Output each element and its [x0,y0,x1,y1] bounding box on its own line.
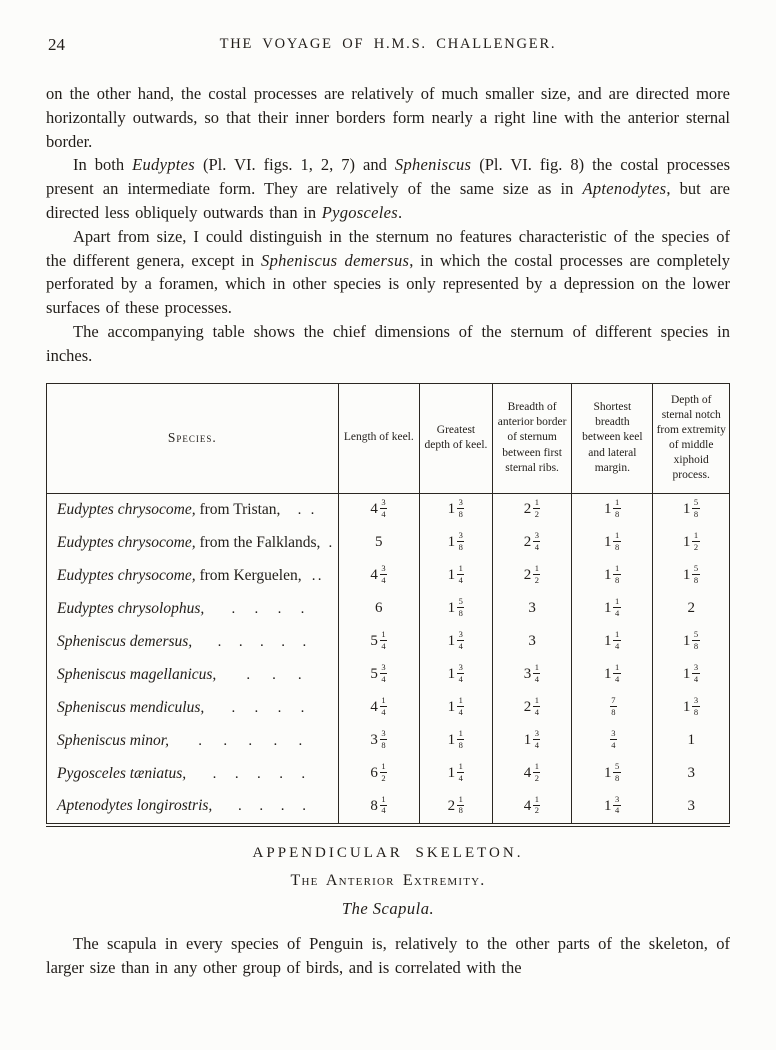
fraction: $\frac{3}{8}$ [381,728,386,750]
value-cell: 1 $\frac{3}{4}$ [493,724,572,757]
species-name: Pygosceles tæniatus, [57,764,187,782]
value-cell: 3 $\frac{3}{8}$ [338,724,419,757]
species-name: Spheniscus mendiculus, [57,698,205,716]
species-cell [47,724,339,757]
value-cell: 1 $\frac{1}{4}$ [419,559,492,592]
table-row [47,625,730,658]
fraction: $\frac{1}{4}$ [614,629,620,651]
fraction: $\frac{5}{8}$ [614,761,620,783]
fraction: $\frac{3}{4}$ [381,497,386,519]
value-cell: 5 $\frac{1}{4}$ [338,625,419,658]
fraction: $\frac{1}{4}$ [458,695,463,717]
value-cell: 1 $\frac{3}{8}$ [653,691,730,724]
species-name: Spheniscus demersus, [57,632,193,650]
fraction: $\frac{3}{4}$ [381,662,386,684]
text-run: on the other hand, the costal processes are relatively of much smaller size, and are directed more horizontally outwards, so that their inner borders form nearly a right line with the anterior sternal border. [46,84,730,151]
species-cell [47,691,339,724]
value-cell: 1 $\frac{3}{4}$ [653,658,730,691]
fraction: $\frac{1}{8}$ [614,530,620,552]
fraction: $\frac{3}{4}$ [614,793,620,816]
text-run: (Pl. VI. fig. 8) the costal processes present an intermediate form. They are relatively of the same size as in [46,155,730,199]
value-cell: 1 $\frac{3}{8}$ [419,493,492,526]
species-cell [47,790,339,823]
fraction: $\frac{1}{4}$ [458,761,463,783]
fraction: $\frac{3}{4}$ [611,728,616,750]
species-cell [47,493,339,526]
value-cell: 3 [653,790,730,823]
species-locality: from Tristan, [195,500,281,518]
species-name-italic: Eudyptes [132,155,195,175]
fraction: $\frac{3}{4}$ [534,728,539,750]
fraction: $\frac{1}{4}$ [614,662,620,684]
fraction: $\frac{3}{4}$ [534,530,539,552]
table-row [47,724,730,757]
text-run: The accompanying table shows the chief dimensions of the sternum of different species in inches. [46,321,730,365]
value-cell: 1 $\frac{3}{4}$ [419,625,492,658]
fraction: $\frac{3}{4}$ [458,629,463,651]
dot-leader: . . . . [231,600,305,617]
value-cell: 3 [653,757,730,790]
dot-leader: . . . . [231,699,305,716]
fraction: $\frac{1}{4}$ [381,695,386,717]
value-cell: 2 [653,592,730,625]
value-cell: 3 $\frac{1}{4}$ [493,658,572,691]
dot-leader: . . [311,567,322,584]
value-cell: 1 $\frac{5}{8}$ [653,559,730,592]
paragraph [46,225,730,320]
value-cell: 6 [338,592,419,625]
value-cell: 4 $\frac{1}{4}$ [338,691,419,724]
value-cell: 1 $\frac{1}{8}$ [572,526,653,559]
dot-leader: . . . . . [212,765,306,782]
running-title: THE VOYAGE OF H.M.S. CHALLENGER. [219,36,557,52]
table-header-row [47,383,730,493]
text-run: The scapula in every species of Penguin is, relatively to the other parts of the skeleton, of larger size than in any other group of birds, and is correlated with the [46,934,730,977]
species-cell [47,625,339,658]
fraction: $\frac{1}{8}$ [614,497,620,519]
value-cell: 4 $\frac{3}{4}$ [338,493,419,526]
species-name: Aptenodytes longirostris, [57,797,213,815]
value-cell: 2 $\frac{1}{4}$ [493,691,572,724]
species-name-italic: Spheniscus demersus [261,250,410,270]
fraction: $\frac{3}{4}$ [693,662,699,684]
species-name-italic: Pygosceles [321,202,399,222]
species-name: Spheniscus minor, [57,731,169,749]
value-cell: 1 $\frac{1}{4}$ [572,658,653,691]
body-paragraphs [46,82,730,368]
fraction: $\frac{1}{4}$ [614,596,620,618]
value-cell: 2 $\frac{1}{2}$ [493,559,572,592]
fraction: $\frac{1}{4}$ [381,793,386,816]
text-run: Apart from size, I could distinguish in the sternum no features characteristic of the species of the different genera, except in [46,226,730,270]
dot-leader: . . . . [237,798,306,815]
fraction: $\frac{1}{8}$ [614,563,620,585]
table-row [47,592,730,625]
value-cell [572,691,653,724]
value-cell: 1 $\frac{1}{8}$ [572,559,653,592]
value-cell: 1 $\frac{3}{4}$ [419,658,492,691]
table-row [47,691,730,724]
dimensions-table-wrapper [46,383,730,828]
fraction: $\frac{5}{8}$ [458,596,463,618]
species-name-italic: Aptenodytes [582,179,667,199]
fraction: $\frac{1}{8}$ [458,728,463,750]
fraction: $\frac{1}{4}$ [381,629,386,651]
sternum-dimensions-table [46,383,730,824]
paragraph [46,320,730,368]
fraction: $\frac{3}{4}$ [381,563,386,585]
value-cell: 6 $\frac{1}{2}$ [338,757,419,790]
fraction: $\frac{1}{2}$ [534,761,539,783]
fraction: $\frac{1}{2}$ [534,563,539,585]
value-cell: 3 [493,592,572,625]
fraction: $\frac{3}{8}$ [458,530,463,552]
column-header-0: Species. [47,383,339,493]
paragraph [46,82,730,153]
value-cell: 1 $\frac{1}{4}$ [419,757,492,790]
fraction: $\frac{5}{8}$ [693,497,699,519]
text-run: , in which the costal processes are completely perforated by a foramen, which in other species is only represented by a depression on the lower surfaces of these processes. [46,250,731,318]
fraction: $\frac{1}{4}$ [534,695,539,717]
text-run: . [398,202,403,222]
value-cell: 1 [653,724,730,757]
species-name: Spheniscus magellanicus, [57,665,217,683]
fraction: $\frac{1}{2}$ [534,497,539,519]
species-name: Eudyptes chrysolophus, [57,599,205,617]
fraction: $\frac{3}{8}$ [693,695,699,717]
value-cell: 1 $\frac{5}{8}$ [653,493,730,526]
value-cell: 1 $\frac{1}{4}$ [572,592,653,625]
value-cell: 1 $\frac{1}{4}$ [419,691,492,724]
value-cell: 2 $\frac{1}{2}$ [493,493,572,526]
value-cell: 2 $\frac{3}{4}$ [493,526,572,559]
species-name: Eudyptes chrysocome, [57,500,196,518]
fraction: $\frac{7}{8}$ [611,695,616,717]
value-cell: 1 $\frac{1}{8}$ [419,724,492,757]
value-cell: 1 $\frac{3}{4}$ [572,790,653,823]
section-heading-appendicular-skeleton: APPENDICULAR SKELETON. [252,845,524,862]
text-run: In both [73,155,133,175]
species-name-italic: Spheniscus [394,155,472,175]
dot-leader: . [328,534,333,551]
value-cell: 8 $\frac{1}{4}$ [338,790,419,823]
species-cell [47,559,339,592]
fraction: $\frac{3}{4}$ [458,662,463,684]
species-cell [47,526,339,559]
table-row [47,493,730,526]
dot-leader: . . [297,501,315,518]
species-name: Eudyptes chrysocome, [57,566,196,584]
table-row [47,757,730,790]
species-cell [47,658,339,691]
column-header-3: Breadth of anterior border of sternum between first sternal ribs. [493,383,572,493]
page-header [46,34,730,58]
value-cell: 1 $\frac{5}{8}$ [653,625,730,658]
dot-leader: . . . . . [198,732,303,749]
column-header-5: Depth of sternal notch from extremity of middle xiphoid process. [653,383,730,493]
column-header-4: Shortest breadth between keel and lateral margin. [572,383,653,493]
table-row [47,790,730,823]
value-cell: 4 $\frac{3}{4}$ [338,559,419,592]
value-cell: 1 $\frac{3}{8}$ [419,526,492,559]
value-cell: 4 $\frac{1}{2}$ [493,790,572,823]
dot-leader: . . . . . [217,633,307,650]
value-cell: 1 $\frac{1}{2}$ [653,526,730,559]
species-cell [47,757,339,790]
paragraph [46,153,730,224]
fraction: $\frac{1}{2}$ [381,761,386,783]
body-paragraphs-bottom [46,932,730,980]
fraction: $\frac{1}{2}$ [693,530,699,552]
species-name: Eudyptes chrysocome, [57,533,196,551]
species-locality: from Kerguelen, [195,566,302,584]
page-number: 24 [48,35,65,54]
subsection-heading-anterior-extremity: The Anterior Extremity. [290,872,486,890]
value-cell: 5 $\frac{3}{4}$ [338,658,419,691]
fraction: $\frac{1}{4}$ [534,662,539,684]
value-cell: 3 [493,625,572,658]
paragraph [46,932,730,980]
subsection-heading-scapula: The Scapula. [341,899,435,919]
value-cell: 1 $\frac{5}{8}$ [572,757,653,790]
value-cell: 1 $\frac{5}{8}$ [419,592,492,625]
value-cell: 1 $\frac{1}{4}$ [572,625,653,658]
fraction: $\frac{1}{2}$ [534,793,539,816]
fraction: $\frac{5}{8}$ [693,563,699,585]
fraction: $\frac{3}{8}$ [458,497,463,519]
column-header-1: Length of keel. [338,383,419,493]
table-row [47,526,730,559]
fraction: $\frac{1}{4}$ [458,563,463,585]
table-row [47,559,730,592]
text-run: , but are directed less obliquely outwards than in [46,179,730,222]
species-cell [47,592,339,625]
text-run: (Pl. VI. figs. 1, 2, 7) and [195,155,395,175]
fraction: $\frac{1}{8}$ [458,793,463,816]
column-header-2: Greatest depth of keel. [419,383,492,493]
value-cell: 2 $\frac{1}{8}$ [419,790,492,823]
value-cell: 5 [338,526,419,559]
species-locality: from the Falklands, [195,533,321,551]
value-cell: 1 $\frac{1}{8}$ [572,493,653,526]
value-cell [572,724,653,757]
value-cell: 4 $\frac{1}{2}$ [493,757,572,790]
dot-leader: . . . [246,666,302,683]
fraction: $\frac{5}{8}$ [693,629,699,651]
table-row [47,658,730,691]
